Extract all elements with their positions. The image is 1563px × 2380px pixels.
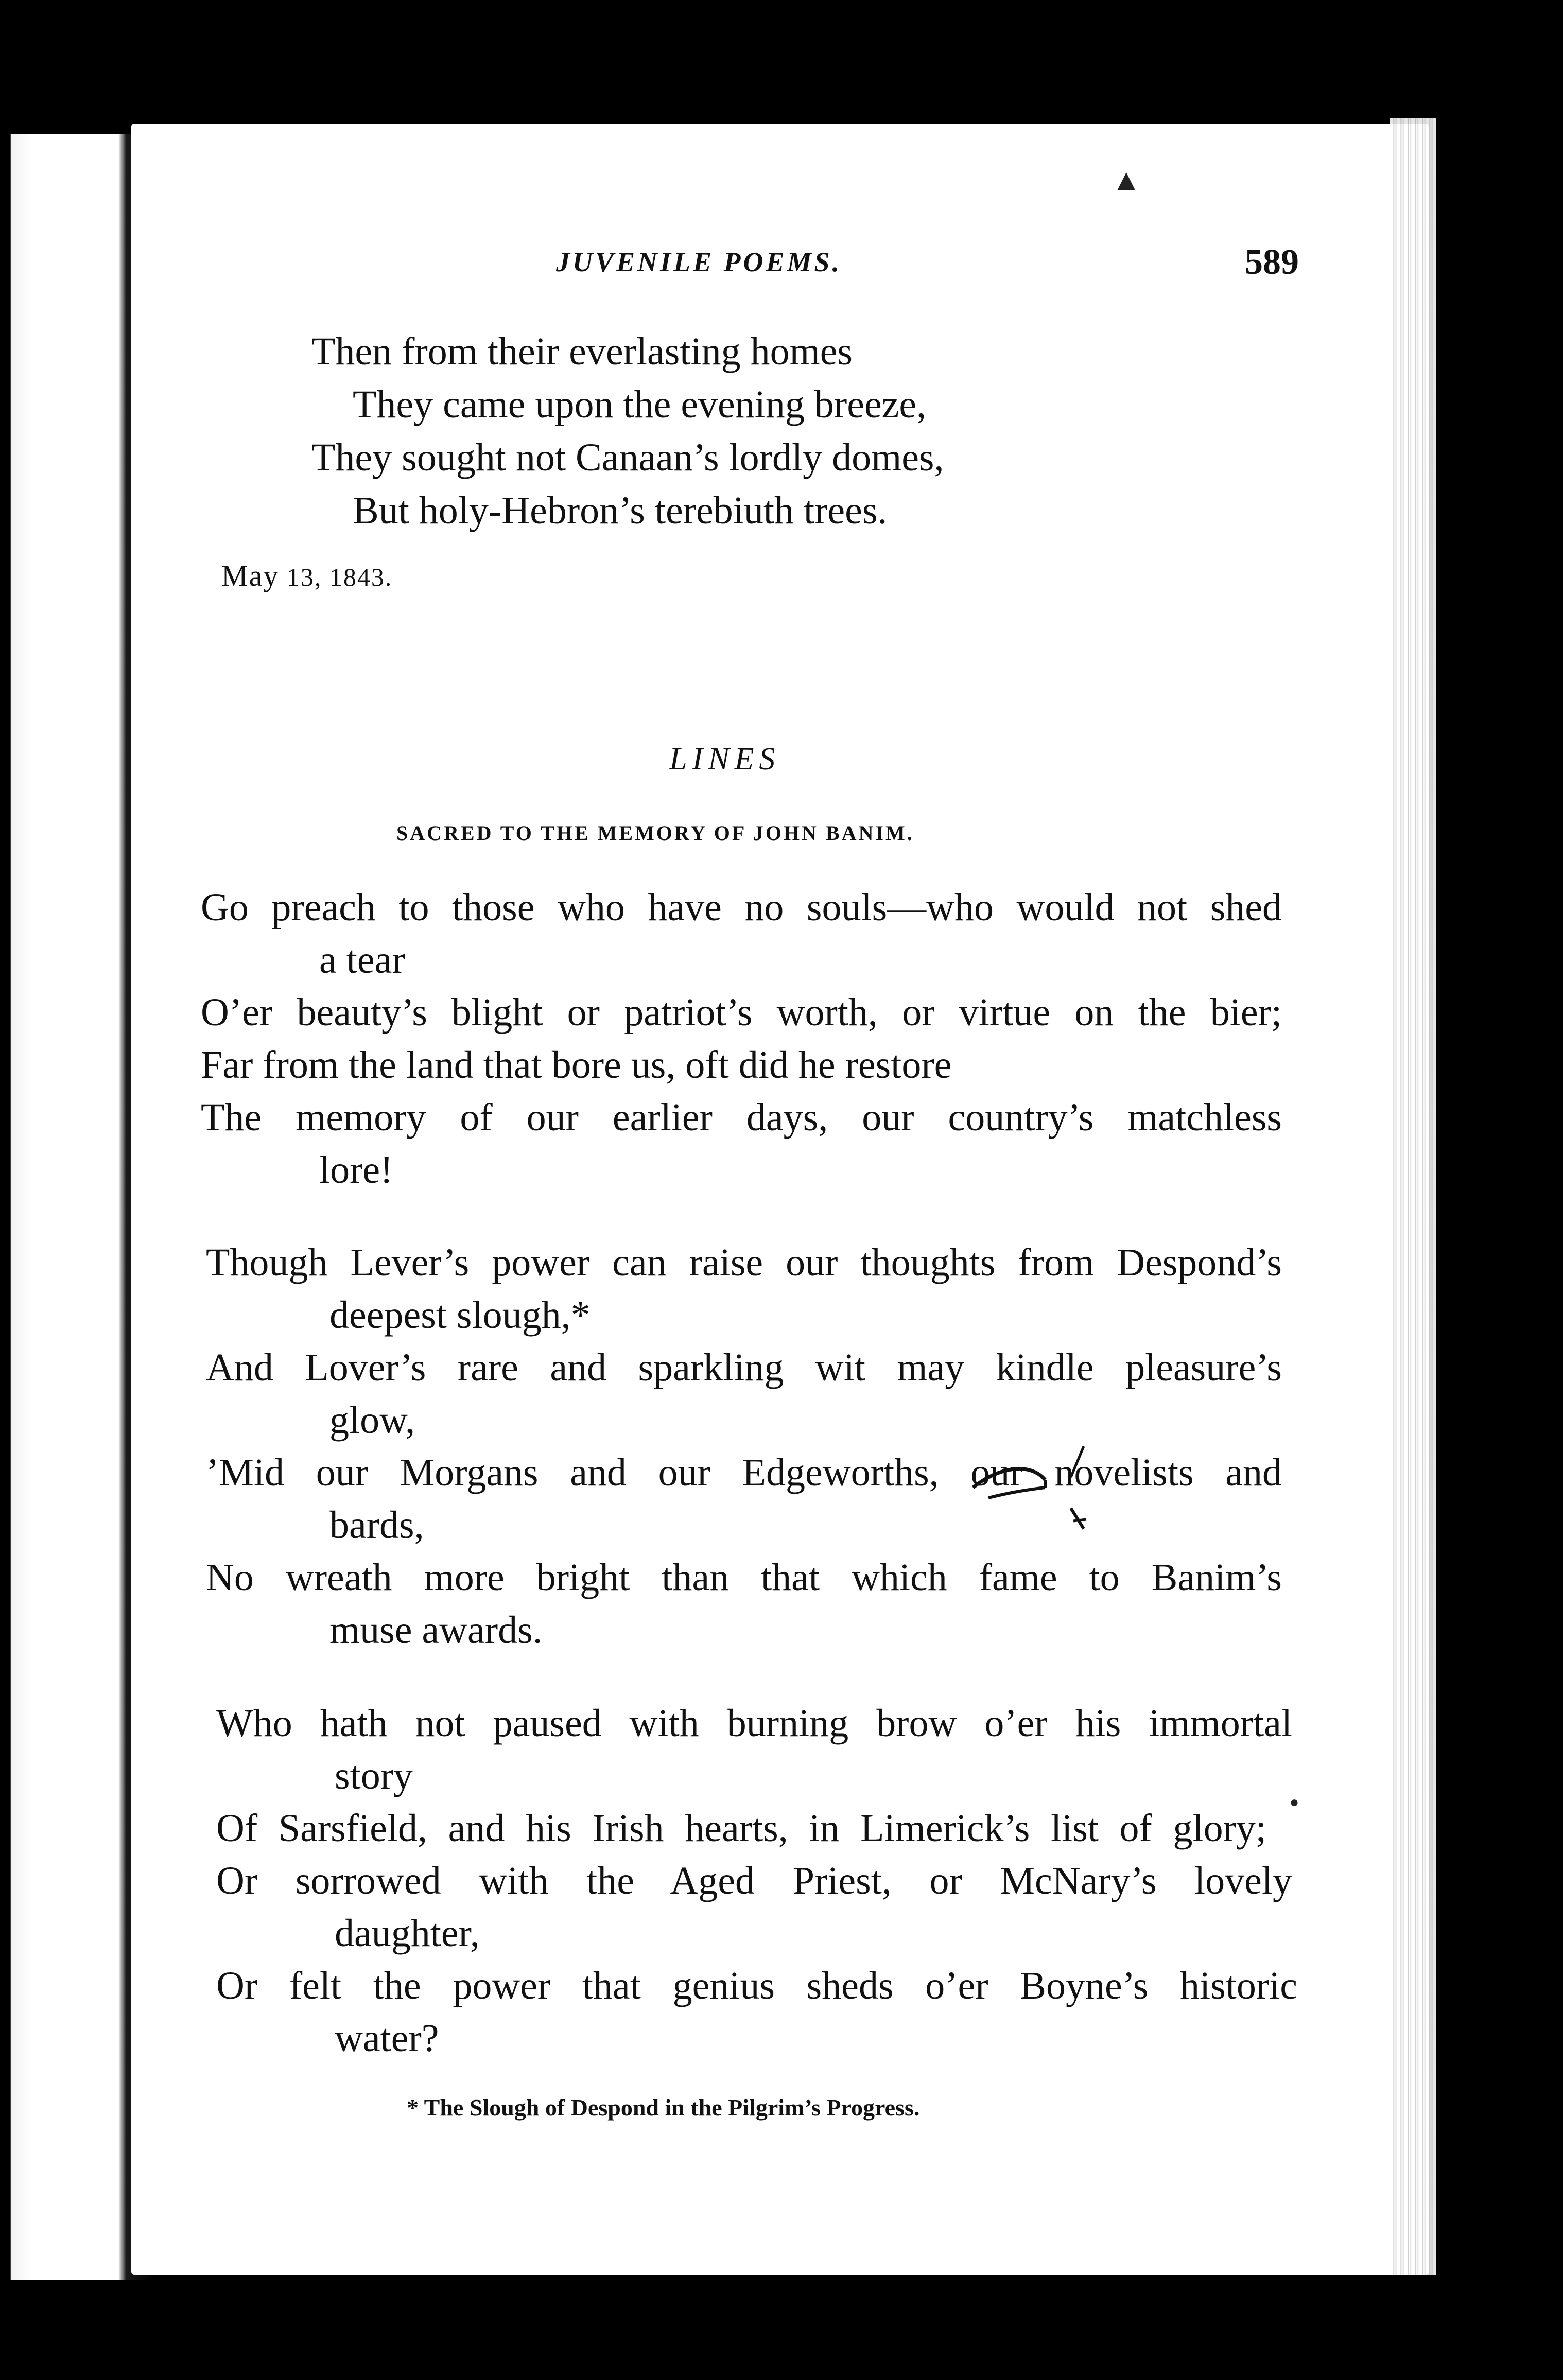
poem-title: LINES	[669, 742, 780, 777]
poem-line-continuation: muse awards.	[329, 1608, 543, 1652]
footnote: * The Slough of Despond in the Pilgrim’s Progress.	[407, 2094, 920, 2121]
poem-line: O’er beauty’s blight or patriot’s worth, or virtue on the bier;	[201, 991, 1282, 1034]
poem-line: Or sorrowed with the Aged Priest, or McNary’s lovely	[216, 1859, 1292, 1902]
pencil-annotation-mark	[968, 1431, 1122, 1534]
poem-line-continuation: a tear	[319, 938, 405, 982]
poem-line: The memory of our earlier days, our country’s matchless	[201, 1096, 1282, 1139]
ink-speck: ▲	[1111, 163, 1142, 197]
poem-line: But holy-Hebron’s terebiuth trees.	[353, 489, 888, 532]
poem-line: Then from their everlasting homes	[311, 330, 853, 373]
poem-line-continuation: glow,	[329, 1398, 415, 1442]
poem-line: Of Sarsfield, and his Irish hearts, in Limerick’s list of glory;	[216, 1807, 1266, 1850]
poem-line: Or felt the power that genius sheds o’er Boyne’s historic	[216, 1964, 1297, 2007]
ink-speck: ●	[1290, 1794, 1299, 1811]
poem-line-continuation: story	[335, 1754, 413, 1797]
poem-line: They sought not Canaan’s lordly domes,	[311, 436, 944, 479]
poem-line-continuation: daughter,	[335, 1912, 480, 1955]
poem-line: And Lover’s rare and sparkling wit may kindle pleasure’s	[206, 1346, 1282, 1389]
poem-date	[221, 558, 392, 593]
poem-line: They came upon the evening breeze,	[353, 383, 927, 426]
poem-subtitle: SACRED TO THE MEMORY OF JOHN BANIM.	[396, 821, 914, 845]
date-day-year: 13, 1843.	[279, 563, 393, 591]
poem-line: No wreath more bright than that which fame to Banim’s	[206, 1556, 1282, 1599]
running-title: JUVENILE POEMS.	[556, 247, 842, 277]
poem-line: Though Lever’s power can raise our thoughts from Despond’s	[206, 1241, 1282, 1284]
poem-line: Go preach to those who have no souls—who would not shed	[201, 886, 1282, 929]
poem-line: ’Mid our Morgans and our Edgeworths, our novelists and	[206, 1451, 1282, 1494]
poem-line: Who hath not paused with burning brow o’er his immortal	[216, 1702, 1292, 1745]
page-number: 589	[1245, 242, 1299, 282]
date-month: May	[221, 559, 280, 592]
poem-line-continuation: deepest slough,*	[329, 1293, 591, 1337]
poem-line-continuation: bards,	[329, 1503, 424, 1547]
poem-line-continuation: water?	[335, 2017, 439, 2060]
poem-line-continuation: lore!	[319, 1148, 393, 1192]
page-stack-edge	[1390, 118, 1436, 2275]
poem-line: Far from the land that bore us, oft did he restore	[201, 1043, 952, 1087]
